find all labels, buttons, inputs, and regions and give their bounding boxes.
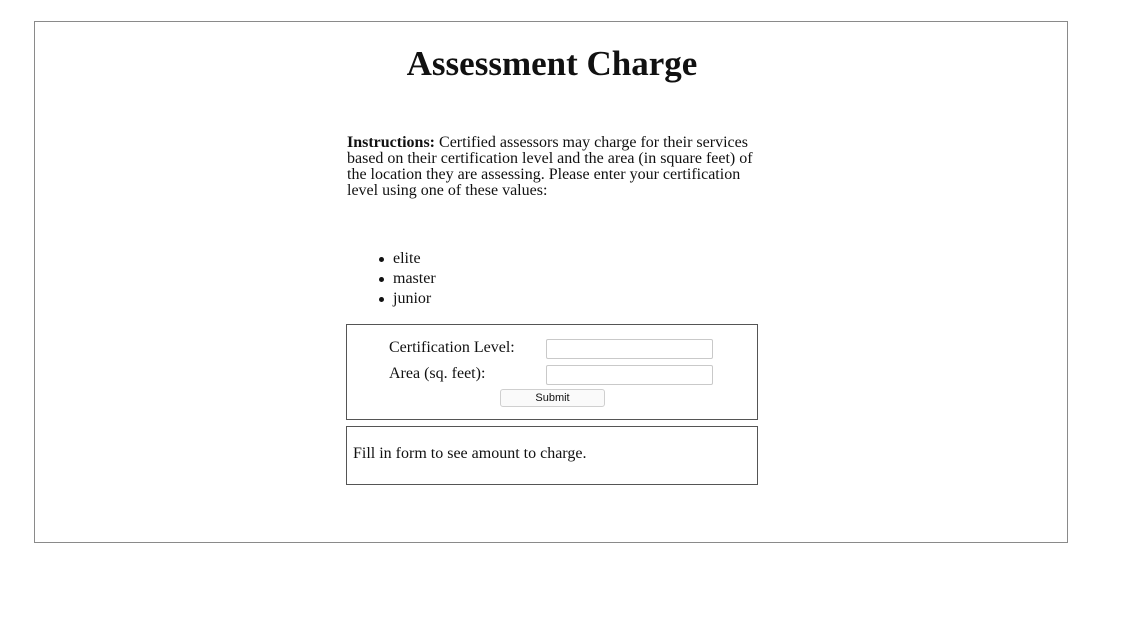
list-item: elite xyxy=(347,249,436,269)
certification-level-input[interactable] xyxy=(546,339,713,359)
instructions-lead: Instructions: xyxy=(347,134,436,151)
instructions-body: Certified assessors may charge for their services based on their certification level and the area (in square feet) of the location they are assessing. Please enter your certification level using one of these values: xyxy=(347,134,753,199)
charge-form xyxy=(346,324,758,420)
submit-button[interactable]: Submit xyxy=(500,389,605,407)
list-item: master xyxy=(347,269,436,289)
list-item: junior xyxy=(347,289,436,309)
area-input[interactable] xyxy=(546,365,713,385)
page-title: Assessment Charge xyxy=(406,44,698,83)
certification-levels-list xyxy=(347,249,436,309)
instructions-text xyxy=(347,135,757,199)
result-message: Fill in form to see amount to charge. xyxy=(353,445,587,462)
page-container xyxy=(34,21,1068,543)
result-panel xyxy=(346,426,758,485)
certification-level-label: Certification Level: xyxy=(389,339,515,356)
area-label: Area (sq. feet): xyxy=(389,365,486,382)
